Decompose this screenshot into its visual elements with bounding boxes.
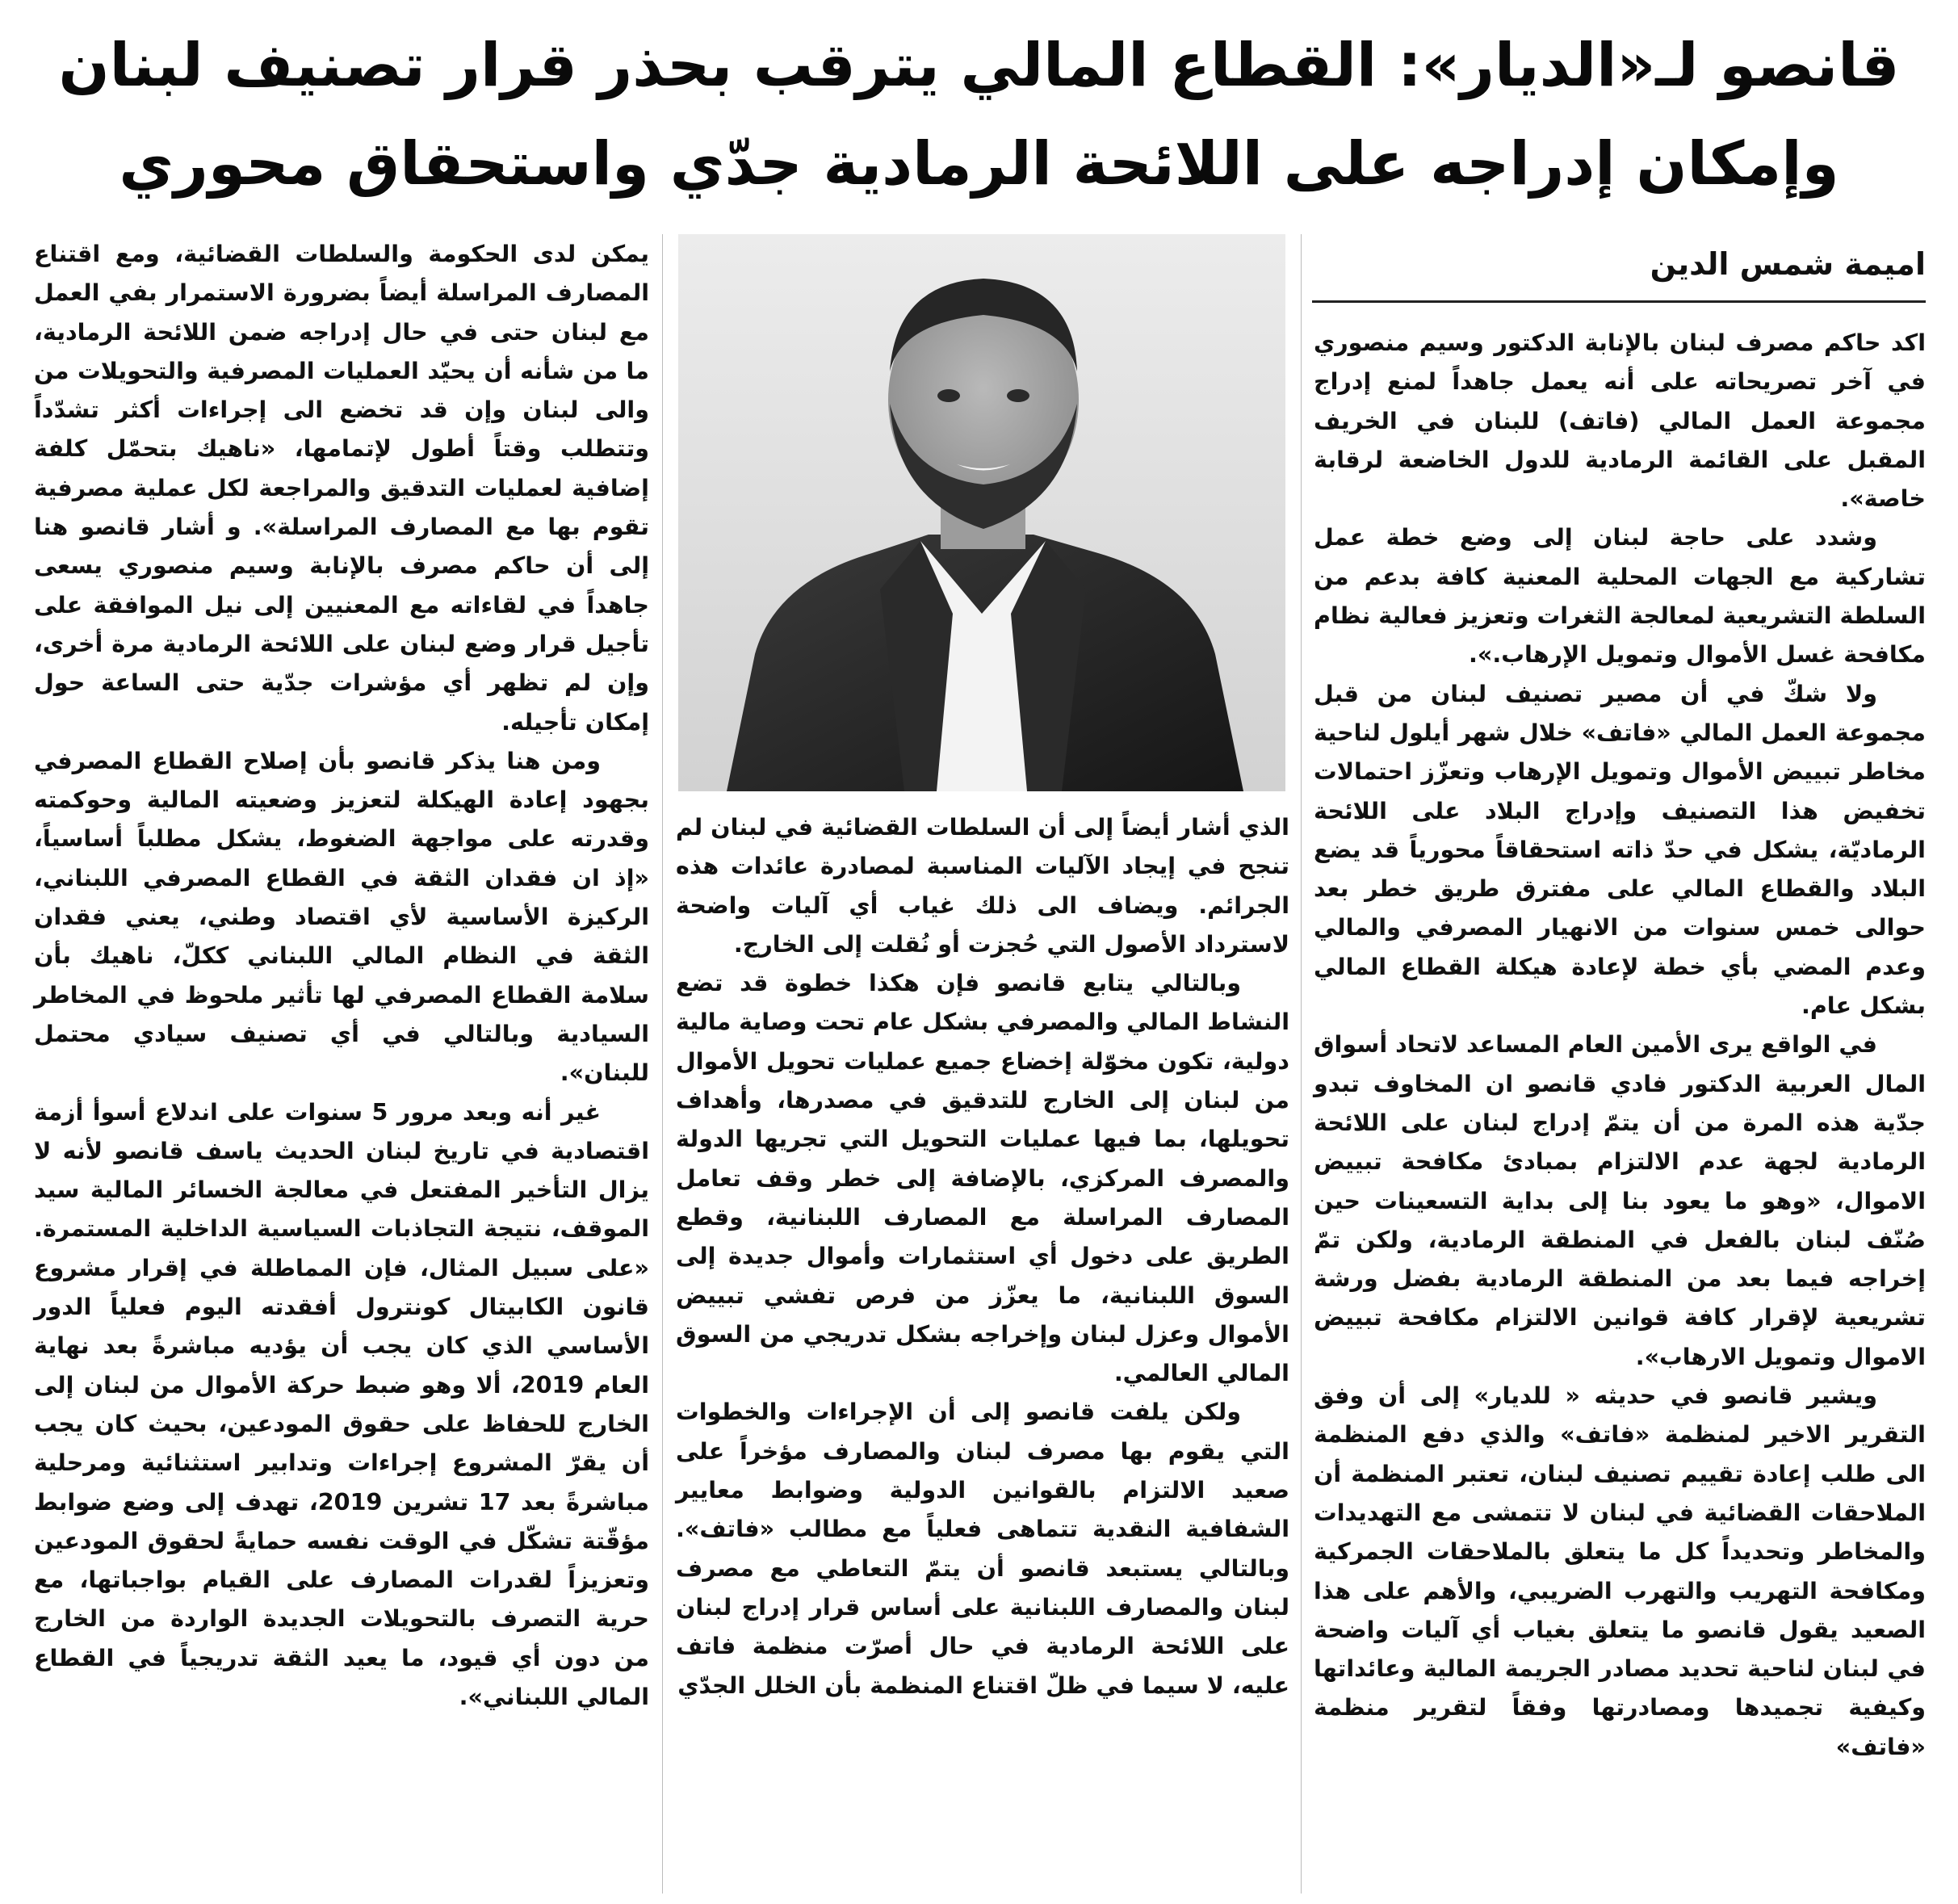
paragraph: وبالتالي يتابع قانصو فإن هكذا خطوة قد تضع النشاط المالي والمصرفي بشكل عام تحت وصاية مالية دولية، تكون مخوّلة إخضاع جميع عمليات تحويل الأموال من لبنان إلى الخارج للتدقيق في مصدرها، وأهداف تحويلها، بما فيها عمليات التحويل التي تجريها الدولة والمصرف المركزي، بالإضافة إلى خطر وقف تعامل المصارف المراسلة مع المصارف اللبنانية، وقطع الطريق على دخول أي استثمارات وأموال جديدة إلى السوق اللبنانية، ما يعزّز من فرص تفشي تبييض الأموال وعزل لبنان وإخراجه بشكل تدريجي من السوق المالي العالمي.	[676, 969, 1289, 1387]
paragraph: ولكن يلفت قانصو إلى أن الإجراءات والخطوات التي يقوم بها مصرف لبنان والمصارف مؤخراً على صعيد الالتزام بالقوانين الدولية وضوابط معايير الشفافية النقدية تتماهى فعلياً مع مطالب «فاتف». وبالتالي يستبعد قانصو أن يتمّ التعاطي مع مصرف لبنان والمصارف اللبنانية على أساس قرار إدراج لبنان على اللائحة الرمادية في حال أصرّت منظمة فاتف عليه، لا سيما في ظلّ اقتناع المنظمة بأن الخلل الجدّي	[676, 1398, 1289, 1699]
paragraph: وشدد على حاجة لبنان إلى وضع خطة عمل تشاركية مع الجهات المحلية المعنية كافة بدعم من السلطة التشريعية لمعالجة الثغرات وتعزيز فعالية نظام مكافحة غسل الأموال وتمويل الإرهاب.».	[1314, 523, 1926, 669]
portrait-image	[678, 234, 1285, 791]
article-headline	[48, 16, 1910, 213]
column-divider	[1301, 234, 1302, 1894]
headline-line-1: قانصو لـ«الديار»: القطاع المالي يترقب بحذر قرار تصنيف لبنان	[58, 31, 1900, 100]
paragraph: ومن هنا يذكر قانصو بأن إصلاح القطاع المصرفي بجهود إعادة الهيكلة لتعزيز وضعيته المالية وحوكمته وقدرته على مواجهة الضغوط، يشكل مطلباً أساسياً، «إذ ان فقدان الثقة في القطاع المصرفي اللبناني، الركيزة الأساسية لأي اقتصاد وطني، يعني فقدان الثقة في النظام المالي اللبناني ككلّ، ناهيك بأن سلامة القطاع المصرفي لها تأثير ملحوظ في المخاطر السيادية وبالتالي في أي تصنيف سيادي محتمل للبنان».	[34, 746, 649, 1087]
column-divider	[662, 234, 663, 1894]
byline-rule	[1312, 300, 1926, 303]
paragraph: الذي أشار أيضاً إلى أن السلطات القضائية في لبنان لم تنجح في إيجاد الآليات المناسبة لمصادرة عائدات هذه الجرائم. ويضاف الى ذلك غياب أي آليات واضحة لاسترداد الأصول التي حُجزت أو نُقلت إلى الخارج.	[676, 813, 1289, 958]
paragraph: في الواقع يرى الأمين العام المساعد لاتحاد أسواق المال العربية الدكتور فادي قانصو ان المخاوف تبدو جدّية هذه المرة من أن يتمّ إدراج لبنان على اللائحة الرمادية لجهة عدم الالتزام بمبادئ مكافحة تبييض الاموال، «وهو ما يعود بنا إلى بداية التسعينات حين صُنّف لبنان بالفعل في المنطقة الرمادية، ولكن تمّ إخراجه فيما بعد من المنطقة الرمادية بفضل ورشة تشريعية لإقرار كافة قوانين الالتزام مكافحة تبييض الاموال وتمويل الارهاب».	[1313, 1030, 1926, 1370]
article-column-right	[1314, 323, 1926, 1898]
paragraph: ولا شكّ في أن مصير تصنيف لبنان من قبل مجموعة العمل المالي «فاتف» خلال شهر أيلول لناحية مخاطر تبييض الأموال وتمويل الإرهاب وتعزّز احتمالات تخفيض هذا التصنيف وإدراج البلاد على اللائحة الرماديّة، يشكل في حدّ ذاته استحقاقاً محورياً قد يضع البلاد والقطاع المالي على مفترق طريق خطر بعد حوالى خمس سنوات من الانهيار المصرفي والمالي وعدم المضي بأي خطة لإعادة هيكلة القطاع المالي بشكل عام.	[1314, 679, 1926, 1020]
headline-line-2: وإمكان إدراجه على اللائحة الرمادية جدّي واستحقاق محوري	[119, 129, 1839, 199]
paragraph: يمكن لدى الحكومة والسلطات القضائية، ومع اقتناع المصارف المراسلة أيضاً بضرورة الاستمرار بفي العمل مع لبنان حتى في حال إدراجه ضمن اللائحة الرمادية، ما من شأنه أن يحيّد العمليات المصرفية والتحويلات من والى لبنان وإن قد تخضع الى إجراءات أكثر تشدّداً وتتطلب وقتاً أطول لإتمامها، «ناهيك بتحمّل كلفة إضافية لعمليات التدقيق والمراجعة لكل عملية مصرفية تقوم بها مع المصارف المراسلة». و أشار قانصو هنا إلى أن حاكم مصرف بالإنابة وسيم منصوري يسعى جاهداً في لقاءاته مع المعنيين إلى نيل الموافقة على تأجيل قرار وضع لبنان على اللائحة الرمادية مرة أخرى، وإن لم تظهر أي مؤشرات جدّية حتى الساعة حول إمكان تأجيله.	[34, 240, 649, 736]
article-column-left	[34, 234, 649, 1898]
portrait-photo	[678, 234, 1285, 791]
paragraph: اكد حاكم مصرف لبنان بالإنابة الدكتور وسيم منصوري في آخر تصريحاته على أنه يعمل جاهداً لمنع إدراج مجموعة العمل المالي (فاتف) للبنان في الخريف المقبل على القائمة الرمادية للدول الخاضعة لرقابة خاصة».	[1314, 329, 1926, 513]
author-byline: اميمة شمس الدين	[1650, 246, 1926, 282]
paragraph: ويشير قانصو في حديثه « للديار» إلى أن وفق التقرير الاخير لمنظمة «فاتف» والذي دفع المنظمة الى طلب إعادة تقييم تصنيف لبنان، تعتبر المنظمة أن الملاحقات القضائية في لبنان لا تتمشى مع التهديدات والمخاطر وتحديداً كل ما يتعلق بالملاحقات الجمركية ومكافحة التهريب والتهرب الضريبي، والأهم على هذا الصعيد يقول قانصو ما يتعلق بغياب أي آليات واضحة في لبنان لناحية تحديد مصادر الجريمة المالية وعائداتها وكيفية تجميدها ومصادرتها وفقاً لتقرير منظمة «فاتف»	[1314, 1382, 1926, 1760]
paragraph: غير أنه وبعد مرور 5 سنوات على اندلاع أسوأ أزمة اقتصادية في تاريخ لبنان الحديث ياسف قانصو لأنه لا يزال التأخير المفتعل في معالجة الخسائر المالية سيد الموقف، نتيجة التجاذبات السياسية الداخلية المستمرة. «على سبيل المثال، فإن المماطلة في إقرار مشروع قانون الكابيتال كونترول أفقدته اليوم فعلياً الدور الأساسي الذي كان يجب أن يؤديه مباشرةً بعد نهاية العام 2019، ألا وهو ضبط حركة الأموال من لبنان إلى الخارج للحفاظ على حقوق المودعين، بحيث كان يجب أن يقرّ المشروع إجراءات وتدابير استثنائية ومرحلية مباشرةً بعد 17 تشرين 2019، تهدف إلى وضع ضوابط مؤقّتة تشكّل في الوقت نفسه حمايةً لحقوق المودعين وتعزيزاً لقدرات المصارف على القيام بواجباتها، مع حرية التصرف بالتحويلات الجديدة الواردة من الخارج من دون أي قيود، ما يعيد الثقة تدريجياً في القطاع المالي اللبناني».	[34, 1097, 649, 1710]
article-column-middle	[676, 807, 1289, 1898]
